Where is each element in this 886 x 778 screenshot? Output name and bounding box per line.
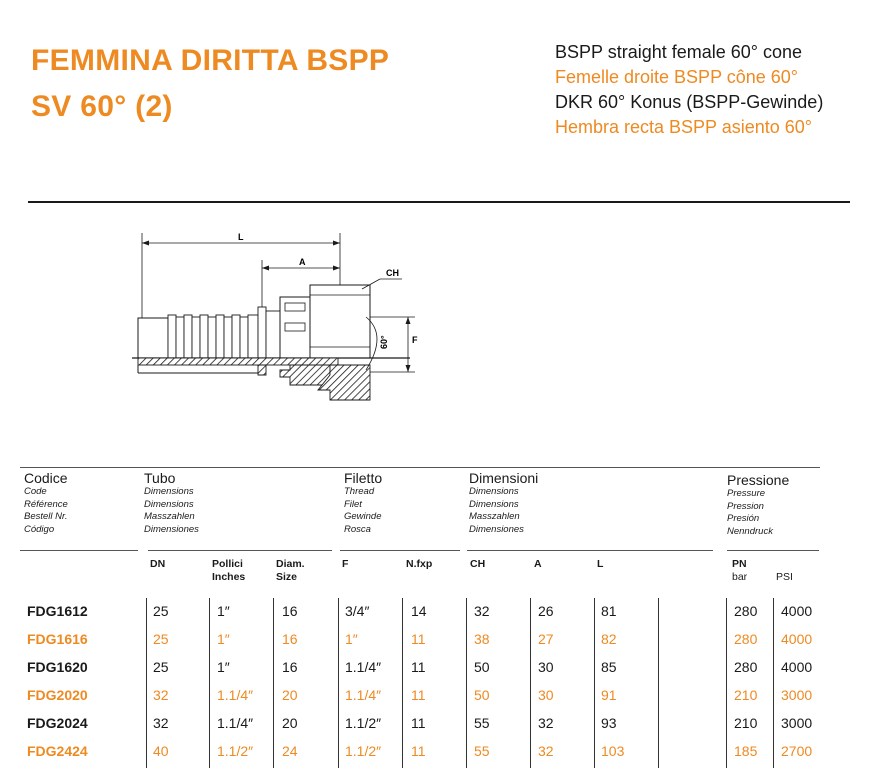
col-inches-line2: Inches [212,571,246,583]
col-divider [773,598,774,768]
group-codice [24,470,68,536]
cell-f: 1.1/4″ [345,687,382,703]
cell-l: 91 [601,687,617,703]
cell-inch: 1.1/4″ [217,715,254,731]
col-divider [402,598,403,768]
cell-bar: 280 [734,603,758,619]
cell-inch: 1″ [217,603,230,619]
col-pn-line1: PN [732,558,747,570]
cell-ch: 32 [474,603,490,619]
col-f: F [342,558,349,570]
cell-l: 85 [601,659,617,675]
subtitle-en: BSPP straight female 60° cone [555,42,803,62]
cell-size: 16 [282,659,298,675]
cell-inch: 1″ [217,631,230,647]
cell-code: FDG2020 [27,687,88,703]
cell-f: 1.1/2″ [345,743,382,759]
cell-bar: 280 [734,659,758,675]
col-divider [530,598,531,768]
col-divider [726,598,727,768]
group-sub: Filet [344,498,362,510]
cell-dn: 40 [153,743,169,759]
subtitle-fr: Femelle droite BSPP cône 60° [555,67,798,87]
group-title: Filetto [344,470,383,486]
group-pressione [727,472,789,538]
fitting-technical-drawing [130,225,430,410]
cell-size: 16 [282,603,298,619]
col-divider [338,598,339,768]
cell-code: FDG1612 [27,603,88,619]
col-size-line2: Size [276,571,298,583]
dim-label-l: L [238,232,244,242]
cell-inch: 1″ [217,659,230,675]
group-sub: Dimensions [469,498,519,510]
cell-psi: 3000 [781,715,813,731]
title-line-2: SV 60° (2) [31,90,173,123]
group-sub: Code [24,486,47,497]
cell-nfxp: 11 [411,715,426,731]
cell-ch: 38 [474,631,490,647]
cell-dn: 25 [153,659,169,675]
cell-a: 30 [538,687,554,703]
cell-inch: 1.1/2″ [217,743,254,759]
cell-bar: 210 [734,687,758,703]
group-title: Pressione [727,472,790,488]
group-rule [340,550,460,551]
cell-ch: 50 [474,659,490,675]
group-title: Codice [24,470,68,486]
cell-size: 16 [282,631,298,647]
group-tubo [144,470,199,536]
col-l: L [597,558,604,570]
cell-l: 103 [601,743,625,759]
cell-size: 20 [282,687,298,703]
cell-code: FDG2024 [27,715,88,731]
col-size-line1: Diam. [276,558,305,570]
group-filetto [344,470,382,536]
cell-l: 93 [601,715,617,731]
cell-size: 24 [282,743,298,759]
col-ch: CH [470,558,486,570]
col-pn [732,558,747,584]
cell-psi: 3000 [781,687,813,703]
cell-f: 1.1/4″ [345,659,382,675]
subtitle-es: Hembra recta BSPP asiento 60° [555,117,813,137]
subtitle-de: DKR 60° Konus (BSPP-Gewinde) [555,92,824,112]
cell-code: FDG2424 [27,743,88,759]
group-sub: Código [24,523,55,535]
cell-bar: 210 [734,715,758,731]
group-sub: Masszahlen [144,511,195,522]
group-sub: Thread [344,486,375,497]
cell-ch: 55 [474,715,490,731]
title-line-1: FEMMINA DIRITTA BSPP [31,44,390,77]
col-psi: PSI [776,571,793,583]
translated-titles [555,40,823,140]
cell-bar: 185 [734,743,758,759]
group-title: Dimensioni [469,470,539,486]
group-sub: Dimensions [144,498,194,510]
cell-psi: 2700 [781,743,813,759]
cell-nfxp: 11 [411,743,426,759]
group-sub: Dimensions [469,486,519,497]
col-dn: DN [150,558,166,570]
col-inches [212,558,245,584]
col-size [276,558,305,584]
table-top-rule [20,467,820,468]
cell-psi: 4000 [781,659,813,675]
group-sub: Dimensiones [469,523,524,535]
cell-a: 26 [538,603,554,619]
cell-nfxp: 11 [411,687,426,703]
group-sub: Nenndruck [727,525,773,537]
group-sub: Dimensions [144,486,194,497]
col-pn-line2: bar [732,571,748,583]
cell-a: 32 [538,715,554,731]
col-divider [658,598,659,768]
title-divider [28,201,850,203]
dim-label-angle: 60° [379,335,389,349]
cell-ch: 50 [474,687,490,703]
group-sub: Masszahlen [469,511,520,522]
cell-size: 20 [282,715,298,731]
col-divider [594,598,595,768]
cell-l: 81 [601,603,617,619]
col-inches-line1: Pollici [212,558,243,570]
group-sub: Dimensiones [144,523,199,535]
cell-bar: 280 [734,631,758,647]
cell-code: FDG1620 [27,659,88,675]
cell-dn: 25 [153,603,169,619]
cell-code: FDG1616 [27,631,88,647]
group-sub: Bestell Nr. [24,511,68,522]
cell-f: 1.1/2″ [345,715,382,731]
cell-psi: 4000 [781,631,813,647]
col-a: A [534,558,542,570]
cell-dn: 32 [153,687,169,703]
cell-a: 30 [538,659,554,675]
group-dimensioni [469,470,538,536]
col-nfxp: N.fxp [406,558,433,570]
cell-nfxp: 14 [411,603,427,619]
group-rule [148,550,332,551]
group-title: Tubo [144,470,176,486]
group-rule [467,550,713,551]
group-sub: Pression [727,500,764,512]
dim-label-f: F [412,335,418,345]
page-title [31,38,389,130]
col-divider [146,598,147,768]
group-rule [727,550,819,551]
col-divider [466,598,467,768]
cell-dn: 25 [153,631,169,647]
group-sub: Presión [727,513,760,524]
group-sub: Gewinde [344,511,382,522]
dim-label-a: A [299,257,306,267]
cell-psi: 4000 [781,603,813,619]
cell-dn: 32 [153,715,169,731]
group-sub: Référence [24,498,68,510]
col-divider [209,598,210,768]
group-sub: Pressure [727,488,766,499]
cell-nfxp: 11 [411,631,426,647]
cell-f: 3/4″ [345,603,370,619]
cell-f: 1″ [345,631,358,647]
cell-nfxp: 11 [411,659,426,675]
col-divider [273,598,274,768]
cell-inch: 1.1/4″ [217,687,254,703]
dim-label-ch: CH [386,268,399,278]
cell-ch: 55 [474,743,490,759]
cell-a: 32 [538,743,554,759]
cell-l: 82 [601,631,617,647]
group-sub: Rosca [344,523,371,535]
group-rule [20,550,138,551]
cell-a: 27 [538,631,554,647]
